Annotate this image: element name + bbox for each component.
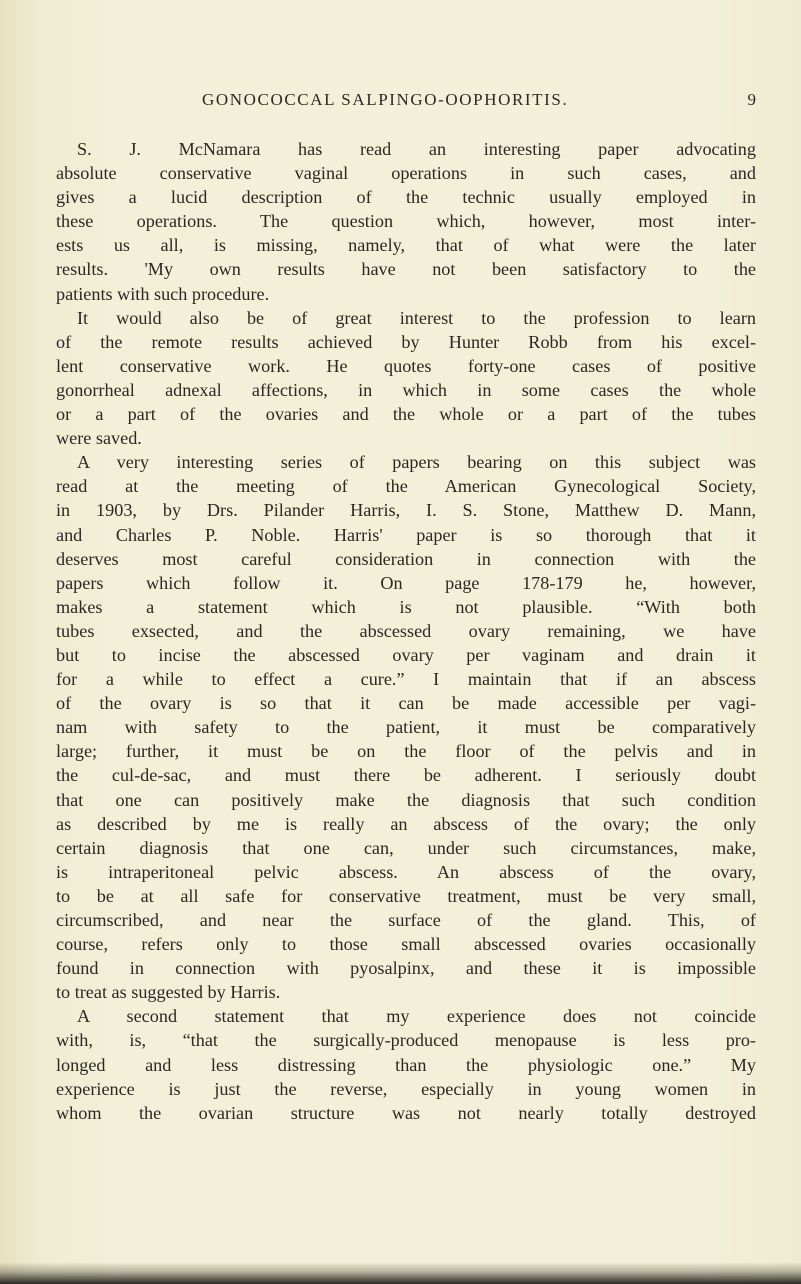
text-line: A very interesting series of papers bearing on this subject was — [77, 452, 756, 473]
page-bottom-edge — [0, 1262, 801, 1284]
text-line: It would also be of great interest to the profession to learn — [77, 307, 756, 328]
text-line: tubes exsected, and the abscessed ovary remaining, we have — [56, 620, 756, 641]
text-line: results. 'My own results have not been satisfactory to the — [56, 259, 756, 280]
text-line: whom the ovarian structure was not nearly totally destroyed — [56, 1102, 756, 1123]
text-line: lent conservative work. He quotes forty-one cases of positive — [56, 355, 756, 376]
text-line: papers which follow it. On page 178-179 he, however, — [56, 572, 756, 593]
text-line: certain diagnosis that one can, under such circumstances, make, — [56, 837, 756, 858]
text-line: course, refers only to those small abscessed ovaries occasionally — [56, 934, 756, 955]
text-line: gives a lucid description of the technic usually employed in — [56, 187, 756, 208]
text-line: patients with such procedure. — [56, 283, 270, 304]
text-line: to treat as suggested by Harris. — [56, 982, 281, 1003]
text-line: with, is, “that the surgically-produced menopause is less pro- — [56, 1030, 756, 1051]
text-line: but to incise the abscessed ovary per vaginam and drain it — [56, 644, 756, 665]
running-head — [56, 90, 756, 116]
body-text — [56, 137, 756, 1125]
text-line: gonorrheal adnexal affections, in which in some cases the whole — [56, 379, 756, 400]
text-line: longed and less distressing than the physiologic one.” My — [56, 1054, 756, 1075]
text-line: of the ovary is so that it can be made accessible per vagi- — [56, 693, 756, 714]
text-line: as described by me is really an abscess of the ovary; the only — [56, 813, 756, 834]
text-line: to be at all safe for conservative treatment, must be very small, — [56, 885, 756, 906]
text-line: in 1903, by Drs. Pilander Harris, I. S. Stone, Matthew D. Mann, — [56, 500, 756, 521]
text-line: of the remote results achieved by Hunter Robb from his excel- — [56, 331, 756, 352]
text-line: A second statement that my experience does not coincide — [77, 1006, 756, 1027]
text-line: makes a statement which is not plausible. “With both — [56, 596, 756, 617]
text-line: or a part of the ovaries and the whole or a part of the tubes — [56, 404, 756, 425]
text-line: circumscribed, and near the surface of the gland. This, of — [56, 910, 756, 930]
text-line: these operations. The question which, however, most inter- — [56, 211, 756, 232]
text-line: absolute conservative vaginal operations in such cases, and — [56, 163, 756, 184]
text-line: were saved. — [56, 428, 142, 449]
text-line: ests us all, is missing, namely, that of what were the later — [56, 235, 756, 256]
text-line: for a while to effect a cure.” I maintain that if an abscess — [56, 669, 756, 690]
text-line: experience is just the reverse, especially in young women in — [56, 1078, 756, 1099]
text-line: large; further, it must be on the floor of the pelvis and in — [56, 741, 756, 762]
text-line: that one can positively make the diagnosis that such condition — [56, 789, 756, 810]
text-line: found in connection with pyosalpinx, and these it is impossible — [56, 958, 756, 979]
text-line: is intraperitoneal pelvic abscess. An abscess of the ovary, — [56, 861, 756, 882]
text-line: the cul-de-sac, and must there be adherent. I seriously doubt — [56, 765, 756, 786]
text-line: deserves most careful consideration in connection with the — [56, 548, 756, 569]
text-line: read at the meeting of the American Gynecological Society, — [56, 476, 756, 497]
text-line: and Charles P. Noble. Harris' paper is so thorough that it — [56, 524, 756, 545]
running-head-title: GONOCOCCAL SALPINGO-OOPHORITIS. — [202, 90, 569, 109]
page-number: 9 — [747, 90, 756, 109]
text-line: S. J. McNamara has read an interesting paper advocating — [77, 139, 756, 159]
text-line: nam with safety to the patient, it must be comparatively — [56, 717, 756, 738]
